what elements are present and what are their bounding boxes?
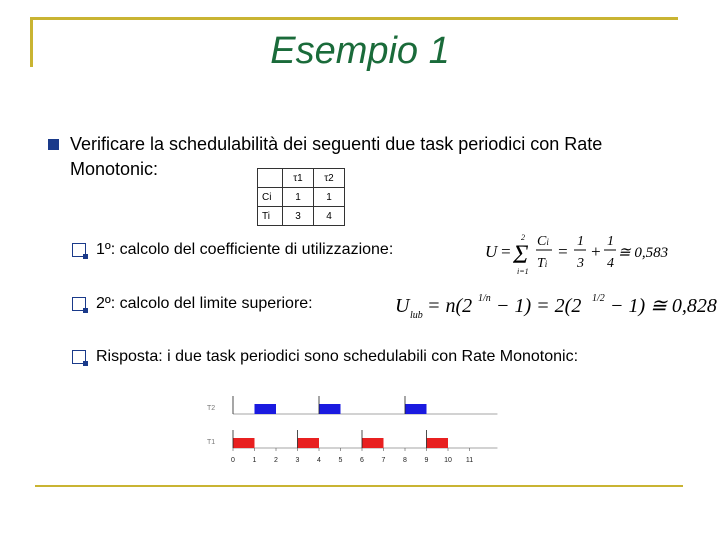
checkbox-bullet-icon xyxy=(72,350,86,364)
svg-text:Ti: Ti xyxy=(537,256,548,271)
utilization-formula xyxy=(485,230,670,281)
svg-text:+: + xyxy=(590,242,602,261)
svg-text:4: 4 xyxy=(607,256,614,271)
bound-formula-graphic xyxy=(395,288,717,324)
svg-text:=: = xyxy=(500,242,512,261)
svg-text:U: U xyxy=(485,242,498,261)
svg-text:≅ 0,583: ≅ 0,583 xyxy=(618,245,669,261)
svg-text:3: 3 xyxy=(577,256,584,271)
svg-text:1: 1 xyxy=(607,234,614,249)
table-header: τ1 xyxy=(283,169,314,188)
svg-text:= n(2: = n(2 xyxy=(427,295,473,317)
svg-text:Ci: Ci xyxy=(537,234,549,249)
svg-text:U: U xyxy=(395,295,410,317)
gantt-bar-t1 xyxy=(298,438,320,448)
gantt-bar-t2 xyxy=(319,404,341,414)
gantt-tick-label: 10 xyxy=(444,457,452,464)
subitem-utilization xyxy=(72,241,393,259)
svg-text:− 1) = 2(2: − 1) = 2(2 xyxy=(496,295,582,317)
gantt-tick-label: 7 xyxy=(381,457,386,464)
gantt-bar-t1 xyxy=(233,438,255,448)
gantt-tick-label: 6 xyxy=(360,457,364,464)
svg-text:lub: lub xyxy=(410,310,423,321)
gantt-bar-t2 xyxy=(255,404,277,414)
svg-text:− 1) ≅ 0,828: − 1) ≅ 0,828 xyxy=(610,295,717,317)
gantt-tick-label: 9 xyxy=(424,457,429,464)
gantt-bar-t1 xyxy=(362,438,384,448)
svg-text:2: 2 xyxy=(521,233,525,242)
svg-text:1/n: 1/n xyxy=(478,293,491,304)
gantt-bar-t1 xyxy=(427,438,449,448)
checkbox-bullet-icon xyxy=(72,243,86,257)
svg-text:1: 1 xyxy=(577,234,584,249)
subitem-answer xyxy=(72,348,578,366)
svg-text:=: = xyxy=(557,242,569,261)
svg-text:Σ: Σ xyxy=(513,240,529,269)
subitem-text: 1º: calcolo del coefficiente di utilizzazione: xyxy=(96,241,394,258)
table-header: τ2 xyxy=(314,169,345,188)
bottom-rule xyxy=(35,485,683,487)
subitem-bound xyxy=(72,295,313,313)
gantt-row-label: T2 xyxy=(207,405,216,412)
table-corner xyxy=(258,169,283,188)
task-table xyxy=(257,168,345,226)
gantt-tick-label: 8 xyxy=(403,457,407,464)
table-cell: 1 xyxy=(283,188,314,207)
table-row-label: Ti xyxy=(258,207,283,226)
utilization-formula-graphic xyxy=(485,230,670,276)
schedule-gantt xyxy=(205,390,505,470)
gantt-bar-t2 xyxy=(405,404,427,414)
svg-text:1/2: 1/2 xyxy=(592,293,605,304)
table-cell: 4 xyxy=(314,207,345,226)
gantt-row-label: T1 xyxy=(207,439,216,446)
gantt-tick-label: 11 xyxy=(465,457,474,464)
gantt-tick-label: 3 xyxy=(295,457,300,464)
table-row-label: Ci xyxy=(258,188,283,207)
subitem-text: 2º: calcolo del limite superiore: xyxy=(96,295,313,312)
bound-formula xyxy=(395,288,717,329)
top-rule xyxy=(30,17,678,20)
table-cell: 1 xyxy=(314,188,345,207)
main-bullet-text: Verificare la schedulabilità dei seguenti due task periodici con Rate Monotonic: xyxy=(70,134,603,179)
checkbox-bullet-icon xyxy=(72,297,86,311)
schedule-gantt-graphic xyxy=(205,390,505,465)
gantt-tick-label: 4 xyxy=(317,457,321,464)
gantt-tick-label: 5 xyxy=(338,457,343,464)
subitem-text: Risposta: i due task periodici sono schedulabili con Rate Monotonic: xyxy=(96,348,579,365)
gantt-tick-label: 1 xyxy=(252,457,257,464)
slide-title: Esempio 1 xyxy=(270,30,450,72)
gantt-tick-label: 2 xyxy=(274,457,278,464)
svg-text:i=1: i=1 xyxy=(517,267,529,276)
square-bullet-icon xyxy=(48,139,59,150)
gantt-tick-label: 0 xyxy=(231,457,235,464)
table-cell: 3 xyxy=(283,207,314,226)
